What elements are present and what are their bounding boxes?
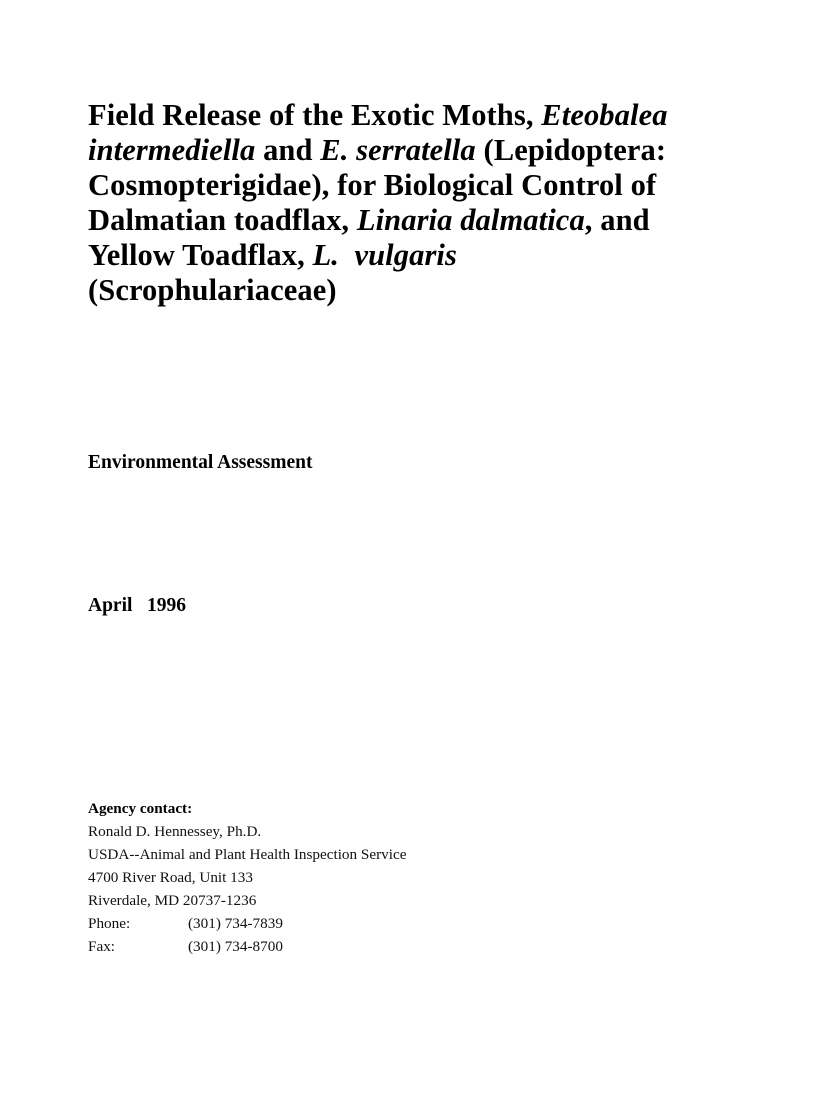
title-italic-run: L. vulgaris: [312, 238, 457, 272]
title-line: [88, 238, 768, 273]
phone-label: Phone:: [88, 915, 131, 932]
title-line: [88, 203, 768, 238]
title-run: Yellow Toadflax,: [88, 238, 313, 272]
title-line: [88, 168, 768, 203]
document-date: April 1996: [88, 595, 187, 616]
phone-number: (301) 734-7839: [188, 915, 283, 932]
contact-phone-row: [88, 912, 406, 935]
contact-address-line1: 4700 River Road, Unit 133: [88, 869, 253, 886]
title-run: Field Release of the Exotic Moths,: [88, 98, 542, 132]
title-italic-run: Linaria dalmatica: [356, 203, 585, 237]
fax-label: Fax:: [88, 938, 116, 955]
title-italic-run: intermediella: [88, 133, 256, 167]
document-type: Environmental Assessment: [88, 452, 313, 473]
fax-number: (301) 734-8700: [188, 938, 283, 955]
title-run: , and: [584, 203, 650, 237]
title-italic-run: Eteobalea: [541, 98, 668, 132]
contact-label: Agency contact:: [88, 800, 193, 817]
title-line: [88, 98, 768, 133]
agency-contact: [88, 797, 406, 958]
title-italic-run: E. serratella: [320, 133, 476, 167]
document-title: [88, 98, 768, 308]
contact-fax-row: [88, 935, 406, 958]
contact-name: Ronald D. Hennessey, Ph.D.: [88, 823, 262, 840]
title-line: [88, 273, 768, 308]
title-run: (Scrophulariaceae): [88, 273, 337, 307]
title-run: and: [255, 133, 321, 167]
title-line: [88, 133, 768, 168]
contact-organization: USDA--Animal and Plant Health Inspection Service: [88, 846, 407, 863]
title-run: Dalmatian toadflax,: [88, 203, 357, 237]
title-run: (Lepidoptera:: [475, 133, 667, 167]
contact-address-line2: Riverdale, MD 20737-1236: [88, 892, 257, 909]
title-run: Cosmopterigidae), for Biological Control of: [88, 168, 657, 202]
